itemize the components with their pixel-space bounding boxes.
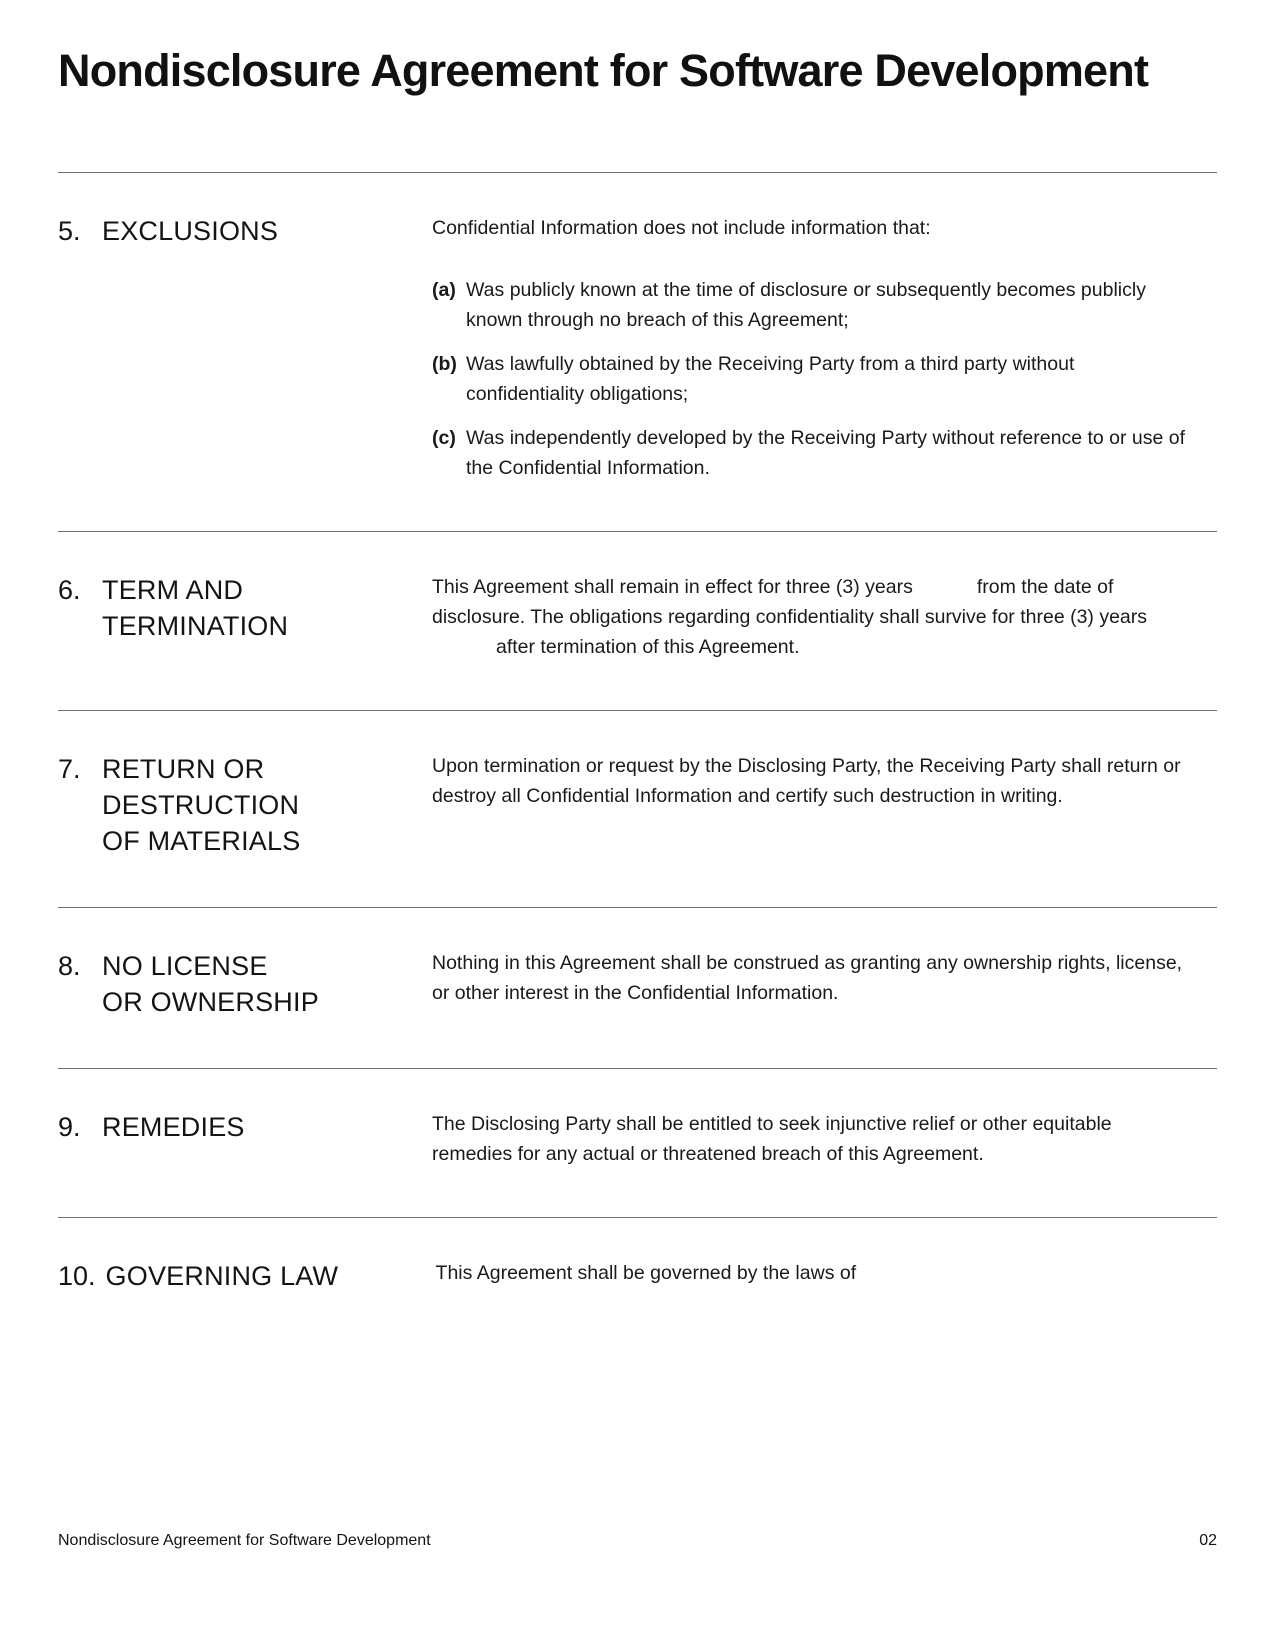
page-footer — [58, 1531, 1217, 1550]
section-body — [436, 1258, 1217, 1288]
section-heading-line: RETURN OR — [102, 754, 265, 784]
list-item-text: Was independently developed by the Receiving Party without reference to or use of the Confidential Information. — [466, 427, 1186, 479]
list-marker: (b) — [432, 353, 457, 375]
section-number: 8. — [58, 951, 81, 981]
section-heading — [102, 948, 432, 1020]
body-segment: This Agreement shall remain in effect for three (3) years — [432, 576, 913, 598]
section-heading — [102, 1109, 432, 1145]
list-marker: (c) — [432, 427, 456, 449]
section-heading — [102, 751, 432, 859]
blank-field — [432, 652, 496, 653]
section-heading — [102, 572, 432, 644]
list-item — [432, 275, 1187, 335]
section-body-text — [432, 572, 1187, 662]
body-segment: after termination of this Agreement. — [496, 636, 800, 658]
blank-field — [913, 592, 977, 593]
list-item-text: Was lawfully obtained by the Receiving Party from a third party without confidentiality obligations; — [466, 353, 1075, 405]
section-body-text: This Agreement shall be governed by the laws of — [435, 1262, 857, 1284]
document-title: Nondisclosure Agreement for Software Development — [58, 45, 1149, 96]
section-heading-line: EXCLUSIONS — [102, 216, 279, 246]
footer-document-title: Nondisclosure Agreement for Software Development — [58, 1532, 431, 1549]
body-segment: three (3) years — [1020, 606, 1148, 628]
section-body-text: Upon termination or request by the Disclosing Party, the Receiving Party shall return or destroy all Confidential Information and certify such destruction in writing. — [432, 755, 1181, 807]
section-heading-line: OF MATERIALS — [102, 826, 301, 856]
section-return-or-destruction-of-materials — [58, 711, 1217, 907]
section-heading-line: NO LICENSE — [102, 951, 268, 981]
section-heading-line: DESTRUCTION — [102, 790, 300, 820]
section-body-text: Nothing in this Agreement shall be construed as granting any ownership rights, license, or other interest in the Confidential Information. — [432, 952, 1183, 1004]
section-heading-line: OR OWNERSHIP — [102, 987, 319, 1017]
section-heading — [102, 213, 432, 249]
section-remedies — [58, 1069, 1217, 1217]
body-segment: from the date of disclosure. The obligations regarding confidentiality shall survive for — [432, 576, 1114, 628]
section-heading-line: TERM AND — [102, 575, 244, 605]
section-number: 6. — [58, 575, 81, 605]
section-body — [432, 751, 1217, 811]
section-number: 9. — [58, 1112, 81, 1142]
section-body-text: The Disclosing Party shall be entitled to seek injunctive relief or other equitable remedies for any actual or threatened breach of this Agreement. — [432, 1113, 1112, 1165]
list-item — [432, 349, 1187, 409]
section-number: 7. — [58, 754, 81, 784]
list-marker: (a) — [432, 279, 456, 301]
footer-page-number: 02 — [1199, 1532, 1217, 1549]
section-number: 5. — [58, 216, 81, 246]
section-exclusions — [58, 173, 1217, 531]
section-intro: Confidential Information does not include information that: — [432, 217, 931, 239]
section-body — [432, 572, 1217, 662]
section-number: 10. — [58, 1261, 96, 1291]
section-governing-law — [58, 1218, 1217, 1342]
section-heading-line: GOVERNING LAW — [105, 1261, 339, 1291]
section-body — [432, 1109, 1217, 1169]
section-body — [432, 948, 1217, 1008]
section-no-license-or-ownership — [58, 908, 1217, 1068]
section-term-and-termination — [58, 532, 1217, 710]
section-body — [432, 213, 1217, 483]
section-heading-line: REMEDIES — [102, 1112, 245, 1142]
list-item — [432, 423, 1187, 483]
list-item-text: Was publicly known at the time of disclosure or subsequently becomes publicly known through no breach of this Agreement; — [466, 279, 1146, 331]
section-heading-line: TERMINATION — [102, 611, 289, 641]
section-heading — [106, 1258, 436, 1294]
